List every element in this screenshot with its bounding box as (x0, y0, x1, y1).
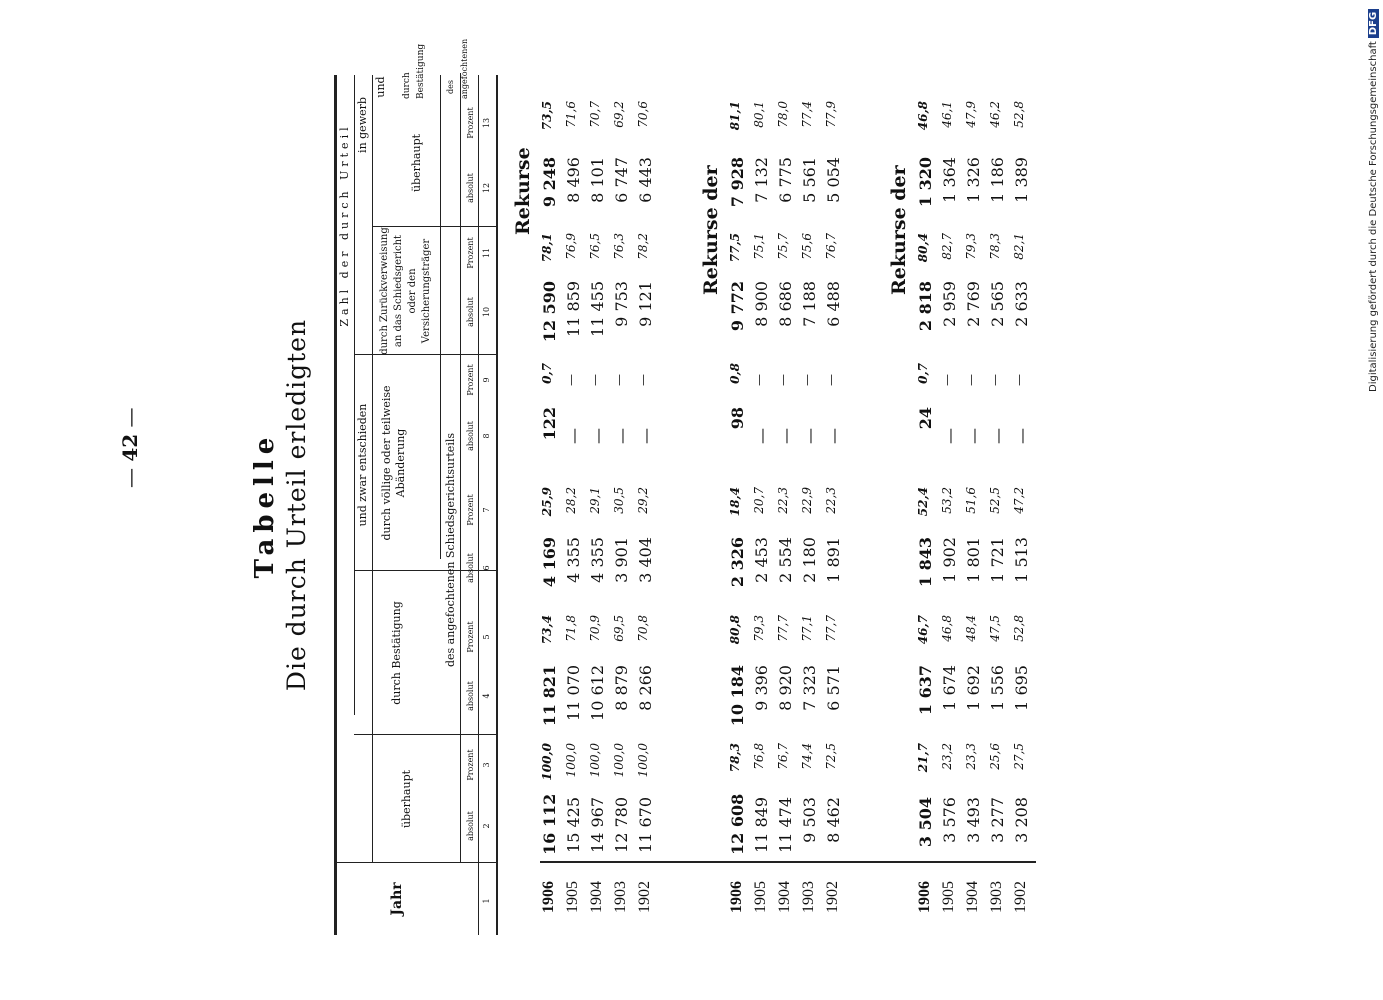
absolut-label: absolut (466, 173, 475, 203)
value-cell: 11 821 (540, 665, 559, 727)
value-cell: 2 633 (1012, 281, 1031, 327)
value-cell: 70,6 (636, 101, 650, 128)
table-row (728, 75, 750, 935)
dfg-credit (1368, 0, 1380, 392)
prozent-label: Prozent (466, 237, 475, 269)
value-cell: 0,8 (728, 363, 742, 384)
value-cell: 79,3 (752, 615, 766, 642)
value-cell: 20,7 (752, 487, 766, 514)
value-cell: 30,5 (612, 487, 626, 514)
value-cell: 70,7 (588, 101, 602, 128)
value-cell: — (1012, 374, 1026, 386)
absolut-label: absolut (466, 297, 475, 327)
table-row (800, 75, 822, 935)
value-cell: — (824, 374, 838, 386)
value-cell: 0,7 (916, 363, 930, 384)
credit-text: Digitalisierung gefördert durch die Deutsche Forschungsgemeinschaft (1368, 41, 1379, 392)
value-cell: 52,8 (1012, 101, 1026, 128)
table-row (612, 75, 634, 935)
value-cell: 1 186 (988, 157, 1007, 203)
value-cell: 12 590 (540, 281, 559, 343)
subheader-rule (460, 73, 461, 863)
value-cell: 76,3 (612, 233, 626, 260)
value-cell: 2 769 (964, 281, 983, 327)
value-cell: 46,2 (988, 101, 1002, 128)
value-cell: — (964, 374, 978, 386)
year-cell: 1902 (636, 881, 653, 913)
year-cell: 1904 (776, 881, 793, 913)
value-cell: 2 565 (988, 281, 1007, 327)
section-label: Rekurse der (888, 165, 910, 295)
value-cell: 78,3 (988, 233, 1002, 260)
value-cell: 78,1 (540, 233, 554, 263)
value-cell: 8 879 (612, 665, 631, 711)
table-row (1012, 75, 1034, 935)
value-cell: 76,7 (824, 233, 838, 260)
value-cell: 1 389 (1012, 157, 1031, 203)
table-row (776, 75, 798, 935)
value-cell: 11 670 (636, 797, 655, 853)
value-cell: 82,1 (1012, 233, 1026, 260)
value-cell: 100,0 (636, 743, 650, 778)
value-cell: — (564, 428, 583, 444)
value-cell: 24 (916, 407, 935, 430)
value-cell: 7 323 (800, 665, 819, 711)
value-cell: 1 637 (916, 665, 935, 716)
year-cell: 1903 (612, 881, 629, 913)
value-cell: 1 721 (988, 537, 1007, 583)
value-cell: 72,5 (824, 743, 838, 770)
column-number: 2 (482, 823, 491, 829)
value-cell: 51,6 (964, 487, 978, 514)
column-number: 5 (482, 634, 491, 640)
value-cell: 1 801 (964, 537, 983, 583)
value-cell: 78,3 (728, 743, 742, 773)
value-cell: 11 849 (752, 797, 771, 853)
table-row (916, 75, 938, 935)
table-subtitle: Die durch Urteil erledigten (282, 318, 311, 692)
value-cell: 3 504 (916, 797, 935, 848)
value-cell: 75,7 (776, 233, 790, 260)
year-cell: 1903 (800, 881, 817, 913)
value-cell: 2 326 (728, 537, 747, 588)
value-cell: 29,2 (636, 487, 650, 514)
value-cell: 8 266 (636, 665, 655, 711)
value-cell: 12 780 (612, 797, 631, 853)
prozent-label: Prozent (466, 749, 475, 781)
value-cell: 73,4 (540, 615, 554, 645)
year-cell: 1906 (540, 881, 557, 913)
value-cell: 80,8 (728, 615, 742, 645)
value-cell: — (988, 374, 1002, 386)
value-cell: 77,4 (800, 101, 814, 128)
dfg-logo: DFG (1368, 9, 1379, 38)
value-cell: 6 571 (824, 665, 843, 711)
section-label: Rekurse (512, 147, 534, 235)
column-number: 6 (482, 565, 491, 571)
header-angefochtenen: des angefochtenen Schiedsgerichtsurteils (444, 432, 457, 668)
value-cell: 70,8 (636, 615, 650, 642)
header-und-zwar: und zwar entschieden (356, 403, 369, 527)
value-cell: 46,8 (940, 615, 954, 642)
value-cell: 75,1 (752, 233, 766, 260)
value-cell: 46,7 (916, 615, 930, 645)
year-cell: 1905 (564, 881, 581, 913)
value-cell: — (752, 374, 766, 386)
value-cell: 77,1 (800, 615, 814, 642)
value-cell: 76,7 (776, 743, 790, 770)
header-in-gewerb: in gewerb (356, 97, 369, 153)
year-cell: 1905 (940, 881, 957, 913)
value-cell: 1 692 (964, 665, 983, 711)
value-cell: 82,7 (940, 233, 954, 260)
value-cell: 78,2 (636, 233, 650, 260)
value-cell: 77,9 (824, 101, 838, 128)
value-cell: 9 121 (636, 281, 655, 327)
value-cell: 78,0 (776, 101, 790, 128)
value-cell: 76,8 (752, 743, 766, 770)
value-cell: — (588, 428, 607, 444)
banner-rule (354, 75, 355, 715)
value-cell: — (940, 428, 959, 444)
absolut-label: absolut (466, 553, 475, 583)
value-cell: 100,0 (588, 743, 602, 778)
value-cell: 53,2 (940, 487, 954, 514)
value-cell: — (1012, 428, 1031, 444)
value-cell: 23,3 (964, 743, 978, 770)
value-cell: 8 920 (776, 665, 795, 711)
value-cell: 25,9 (540, 487, 554, 517)
value-cell: 6 747 (612, 157, 631, 203)
value-cell: 14 967 (588, 797, 607, 853)
value-cell: 11 070 (564, 665, 583, 721)
value-cell: 1 843 (916, 537, 935, 588)
col-sep-1 (334, 862, 496, 863)
value-cell: 3 404 (636, 537, 655, 583)
column-number: 10 (482, 306, 491, 318)
value-cell: 8 900 (752, 281, 771, 327)
value-cell: 9 248 (540, 157, 559, 208)
prozent-label: Prozent (466, 107, 475, 139)
angef-rule (440, 75, 441, 559)
value-cell: — (588, 374, 602, 386)
value-cell: 80,1 (752, 101, 766, 128)
value-cell: 3 208 (1012, 797, 1031, 843)
value-cell: 22,9 (800, 487, 814, 514)
column-number: 7 (482, 507, 491, 513)
year-cell: 1904 (964, 881, 981, 913)
year-cell: 1904 (588, 881, 605, 913)
value-cell: 8 101 (588, 157, 607, 203)
absolut-label: absolut (466, 681, 475, 711)
value-cell: 6 775 (776, 157, 795, 203)
value-cell: 9 396 (752, 665, 771, 711)
value-cell: — (776, 374, 790, 386)
value-cell: 27,5 (1012, 743, 1026, 770)
table-row (752, 75, 774, 935)
value-cell: 76,9 (564, 233, 578, 260)
column-number: 13 (482, 117, 491, 129)
column-number: 3 (482, 762, 491, 768)
value-cell: 3 493 (964, 797, 983, 843)
value-cell: 5 054 (824, 157, 843, 203)
value-cell: 3 901 (612, 537, 631, 583)
table-row (540, 75, 562, 935)
value-cell: 74,4 (800, 743, 814, 770)
value-cell: 46,1 (940, 101, 954, 128)
table-row (940, 75, 962, 935)
value-cell: 2 180 (800, 537, 819, 583)
value-cell: 16 112 (540, 793, 559, 855)
table-title: Tabelle (250, 431, 280, 579)
value-cell: 100,0 (564, 743, 578, 778)
value-cell: 1 364 (940, 157, 959, 203)
value-cell: 5 561 (800, 157, 819, 203)
value-cell: 77,7 (824, 615, 838, 642)
value-cell: 15 425 (564, 797, 583, 853)
value-cell: 1 674 (940, 665, 959, 711)
value-cell: 52,5 (988, 487, 1002, 514)
value-cell: 79,3 (964, 233, 978, 260)
table-row (636, 75, 658, 935)
value-cell: 1 902 (940, 537, 959, 583)
rotated-table-block (250, 38, 1031, 935)
value-cell: 48,4 (964, 615, 978, 642)
value-cell: 22,3 (776, 487, 790, 514)
value-cell: 8 496 (564, 157, 583, 203)
column-number: 1 (482, 898, 491, 904)
value-cell: 7 188 (800, 281, 819, 327)
value-cell: — (612, 428, 631, 444)
value-cell: 7 132 (752, 157, 771, 203)
value-cell: 47,2 (1012, 487, 1026, 514)
header-ueberhaupt-2: überhaupt (410, 133, 423, 193)
table-row (964, 75, 986, 935)
value-cell: 12 608 (728, 793, 747, 855)
value-cell: 22,3 (824, 487, 838, 514)
value-cell: 6 443 (636, 157, 655, 203)
value-cell: — (988, 428, 1007, 444)
value-cell: 71,8 (564, 615, 578, 642)
value-cell: — (940, 374, 954, 386)
value-cell: 4 169 (540, 537, 559, 588)
year-cell: 1906 (728, 881, 745, 913)
value-cell: 0,7 (540, 363, 554, 384)
value-cell: 1 695 (1012, 665, 1031, 711)
page-number: — 42 — (118, 407, 142, 488)
value-cell: — (752, 428, 771, 444)
year-column-rule (540, 861, 1036, 863)
prozent-label: Prozent (466, 621, 475, 653)
value-cell: 9 503 (800, 797, 819, 843)
value-cell: 1 891 (824, 537, 843, 583)
value-cell: 46,8 (916, 101, 930, 131)
value-cell: 3 277 (988, 797, 1007, 843)
value-cell: 2 554 (776, 537, 795, 583)
value-cell: — (800, 374, 814, 386)
value-cell: — (824, 428, 843, 444)
year-cell: 1902 (1012, 881, 1029, 913)
value-cell: 11 474 (776, 797, 795, 853)
value-cell: — (636, 374, 650, 386)
value-cell: — (964, 428, 983, 444)
value-cell: 10 612 (588, 665, 607, 721)
header-banner: Zahl der durch Urteil (338, 123, 351, 327)
und-zwar-rule (372, 75, 373, 863)
absolut-label: absolut (466, 421, 475, 451)
header-abaenderung: durch völlige oder teilweise Abänderung (380, 385, 407, 541)
value-cell: — (800, 428, 819, 444)
header-bestaetigung-2: durch Bestätigung (402, 43, 426, 99)
header-top-rule (334, 75, 337, 935)
value-cell: 18,4 (728, 487, 742, 517)
value-cell: 75,6 (800, 233, 814, 260)
value-cell: 10 184 (728, 665, 747, 727)
value-cell: — (776, 428, 795, 444)
value-cell: 8 462 (824, 797, 843, 843)
value-cell: 100,0 (540, 743, 554, 781)
column-number: 12 (482, 182, 491, 194)
value-cell: 81,1 (728, 101, 742, 131)
value-cell: 6 488 (824, 281, 843, 327)
value-cell: 1 320 (916, 157, 935, 208)
value-cell: 98 (728, 407, 747, 430)
header-ueberhaupt: überhaupt (400, 769, 413, 829)
value-cell: 73,5 (540, 101, 554, 131)
value-cell: 100,0 (612, 743, 626, 778)
value-cell: 71,6 (564, 101, 578, 128)
value-cell: 3 576 (940, 797, 959, 843)
table-row (588, 75, 610, 935)
year-cell: 1903 (988, 881, 1005, 913)
value-cell: 1 556 (988, 665, 1007, 711)
value-cell: 23,2 (940, 743, 954, 770)
value-cell: 1 326 (964, 157, 983, 203)
value-cell: 25,6 (988, 743, 1002, 770)
value-cell: 2 959 (940, 281, 959, 327)
value-cell: 11 859 (564, 281, 583, 337)
value-cell: — (564, 374, 578, 386)
year-cell: 1902 (824, 881, 841, 913)
value-cell: 4 355 (588, 537, 607, 583)
table-row (988, 75, 1010, 935)
value-cell: 2 453 (752, 537, 771, 583)
header-zurueck: durch Zurückverweisung an das Schiedsgericht oder den Versicherungsträger (379, 227, 432, 355)
value-cell: 69,5 (612, 615, 626, 642)
column-number: 9 (482, 377, 491, 383)
value-cell: 29,1 (588, 487, 602, 514)
value-cell: — (636, 428, 655, 444)
colnum-bottom-rule (496, 75, 498, 935)
header-und: und (374, 76, 387, 98)
absolut-label: absolut (466, 811, 475, 841)
column-number: 11 (482, 247, 491, 259)
value-cell: 122 (540, 407, 559, 441)
value-cell: 47,5 (988, 615, 1002, 642)
value-cell: 80,4 (916, 233, 930, 263)
value-cell: 70,9 (588, 615, 602, 642)
prozent-label: Prozent (466, 494, 475, 526)
value-cell: 2 818 (916, 281, 935, 332)
value-cell: 28,2 (564, 487, 578, 514)
value-cell: 77,5 (728, 233, 742, 263)
value-cell: 47,9 (964, 101, 978, 128)
value-cell: 69,2 (612, 101, 626, 128)
table-row (564, 75, 586, 935)
value-cell: 9 753 (612, 281, 631, 327)
value-cell: 21,7 (916, 743, 930, 773)
value-cell: 76,5 (588, 233, 602, 260)
year-cell: 1905 (752, 881, 769, 913)
header-bestaetigung: durch Bestätigung (390, 601, 403, 705)
value-cell: 9 772 (728, 281, 747, 332)
value-cell: 8 686 (776, 281, 795, 327)
value-cell: 11 455 (588, 281, 607, 337)
header-jahr: Jahr (389, 882, 405, 916)
value-cell: 7 928 (728, 157, 747, 208)
section-label: Rekurse der (700, 165, 722, 295)
col-sep-2 (354, 734, 496, 735)
column-number: 4 (482, 693, 491, 699)
value-cell: 52,8 (1012, 615, 1026, 642)
value-cell: 4 355 (564, 537, 583, 583)
table-row (824, 75, 846, 935)
header-bottom-rule (478, 75, 479, 935)
prozent-label: Prozent (466, 364, 475, 396)
value-cell: 52,4 (916, 487, 930, 517)
column-number: 8 (482, 433, 491, 439)
value-cell: 1 513 (1012, 537, 1031, 583)
value-cell: — (612, 374, 626, 386)
value-cell: 77,7 (776, 615, 790, 642)
header-angefochtenen-2: des angefochtenen (446, 38, 469, 99)
year-cell: 1906 (916, 881, 933, 913)
